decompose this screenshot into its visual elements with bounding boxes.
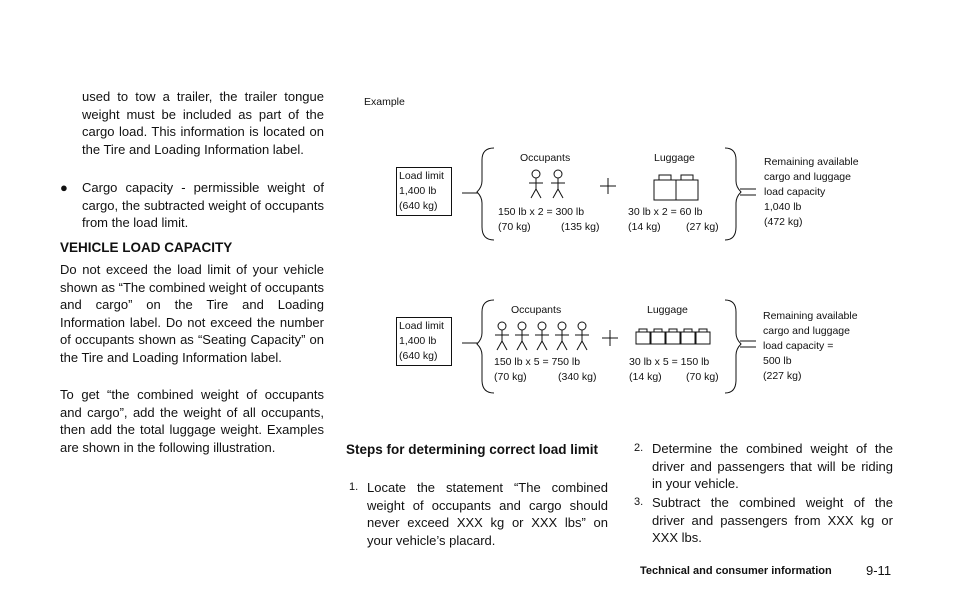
- luggage-kg-each: (14 kg): [628, 221, 661, 233]
- luggage-kg-each: (14 kg): [629, 371, 662, 383]
- load-limit-kg: (640 kg): [399, 350, 438, 362]
- remaining-line: (227 kg): [763, 370, 802, 382]
- occupants-label: Occupants: [511, 304, 562, 316]
- remaining-line: cargo and luggage: [763, 325, 850, 337]
- load-limit-kg: (640 kg): [399, 200, 438, 212]
- footer-section-title: Technical and consumer information: [640, 565, 832, 577]
- intro-paragraph: used to tow a trailer, the trailer tongue weight must be included as part of the cargo load. This information is located on the Tire and Loading Information label.: [82, 89, 324, 157]
- step-item-2: [634, 440, 893, 493]
- load-limit-box: [396, 167, 452, 216]
- occupants-kg-each: (70 kg): [494, 371, 527, 383]
- luggage-kg-total: (70 kg): [686, 371, 719, 383]
- bullet-dot: ●: [60, 180, 68, 195]
- load-limit-box: [396, 317, 452, 366]
- remaining-capacity: [764, 155, 859, 230]
- section-heading: VEHICLE LOAD CAPACITY: [60, 240, 233, 255]
- cargo-capacity-bullet: Cargo capacity - permissible weight of cargo, the subtracted weight of occupants from the load limit.: [82, 180, 324, 230]
- luggage-label: Luggage: [654, 152, 695, 164]
- step-item-3: [634, 494, 893, 547]
- remaining-line: load capacity: [764, 186, 826, 198]
- remaining-line: 1,040 lb: [764, 201, 802, 213]
- load-limit-title: Load limit: [399, 170, 444, 182]
- occupants-kg-total: (340 kg): [558, 371, 597, 383]
- combined-weight-paragraph: To get “the combined weight of occupants and cargo”, add the weight of all occupants, then add the total luggage weight. Examples are shown in the following illustration.: [60, 387, 324, 455]
- step-number: 1.: [349, 481, 359, 493]
- luggage-calculation: 30 lb x 2 = 60 lb: [628, 206, 703, 218]
- occupants-kg-total: (135 kg): [561, 221, 600, 233]
- remaining-line: cargo and luggage: [764, 171, 851, 183]
- step-text: Subtract the combined weight of the driver and passengers from XXX kg or XXX lbs.: [652, 495, 893, 545]
- step-item-1: [349, 479, 608, 549]
- remaining-line: Remaining available: [764, 156, 859, 168]
- step-number: 2.: [634, 442, 644, 454]
- luggage-label: Luggage: [647, 304, 688, 316]
- load-limit-title: Load limit: [399, 320, 444, 332]
- steps-heading: Steps for determining correct load limit: [346, 442, 599, 457]
- remaining-line: Remaining available: [763, 310, 858, 322]
- luggage-calculation: 30 lb x 5 = 150 lb: [629, 356, 710, 368]
- remaining-line: (472 kg): [764, 216, 803, 228]
- step-text: Determine the combined weight of the driver and passengers that will be riding in your vehicle.: [652, 441, 893, 491]
- remaining-line: load capacity =: [763, 340, 834, 352]
- luggage-kg-total: (27 kg): [686, 221, 719, 233]
- load-limit-lb: 1,400 lb: [399, 335, 437, 347]
- page-number: 9-11: [866, 563, 892, 578]
- remaining-capacity: [763, 309, 858, 384]
- occupants-label: Occupants: [520, 152, 571, 164]
- step-number: 3.: [634, 496, 644, 508]
- step-text: Locate the statement “The combined weight of occupants and cargo should never exceed XXX kg or XXX lbs” on your vehicle’s placard.: [367, 480, 608, 548]
- occupants-kg-each: (70 kg): [498, 221, 531, 233]
- occupants-calculation: 150 lb x 2 = 300 lb: [498, 206, 585, 218]
- load-limit-lb: 1,400 lb: [399, 185, 437, 197]
- load-limit-paragraph: Do not exceed the load limit of your vehicle shown as “The combined weight of occupants and cargo” on the Tire and Loading Information label. Do not exceed the number of occupants shown as “Seating Capacity” on the Tire and Loading Information label.: [60, 262, 324, 365]
- example-label: Example: [364, 96, 405, 108]
- remaining-line: 500 lb: [763, 355, 792, 367]
- occupants-calculation: 150 lb x 5 = 750 lb: [494, 356, 581, 368]
